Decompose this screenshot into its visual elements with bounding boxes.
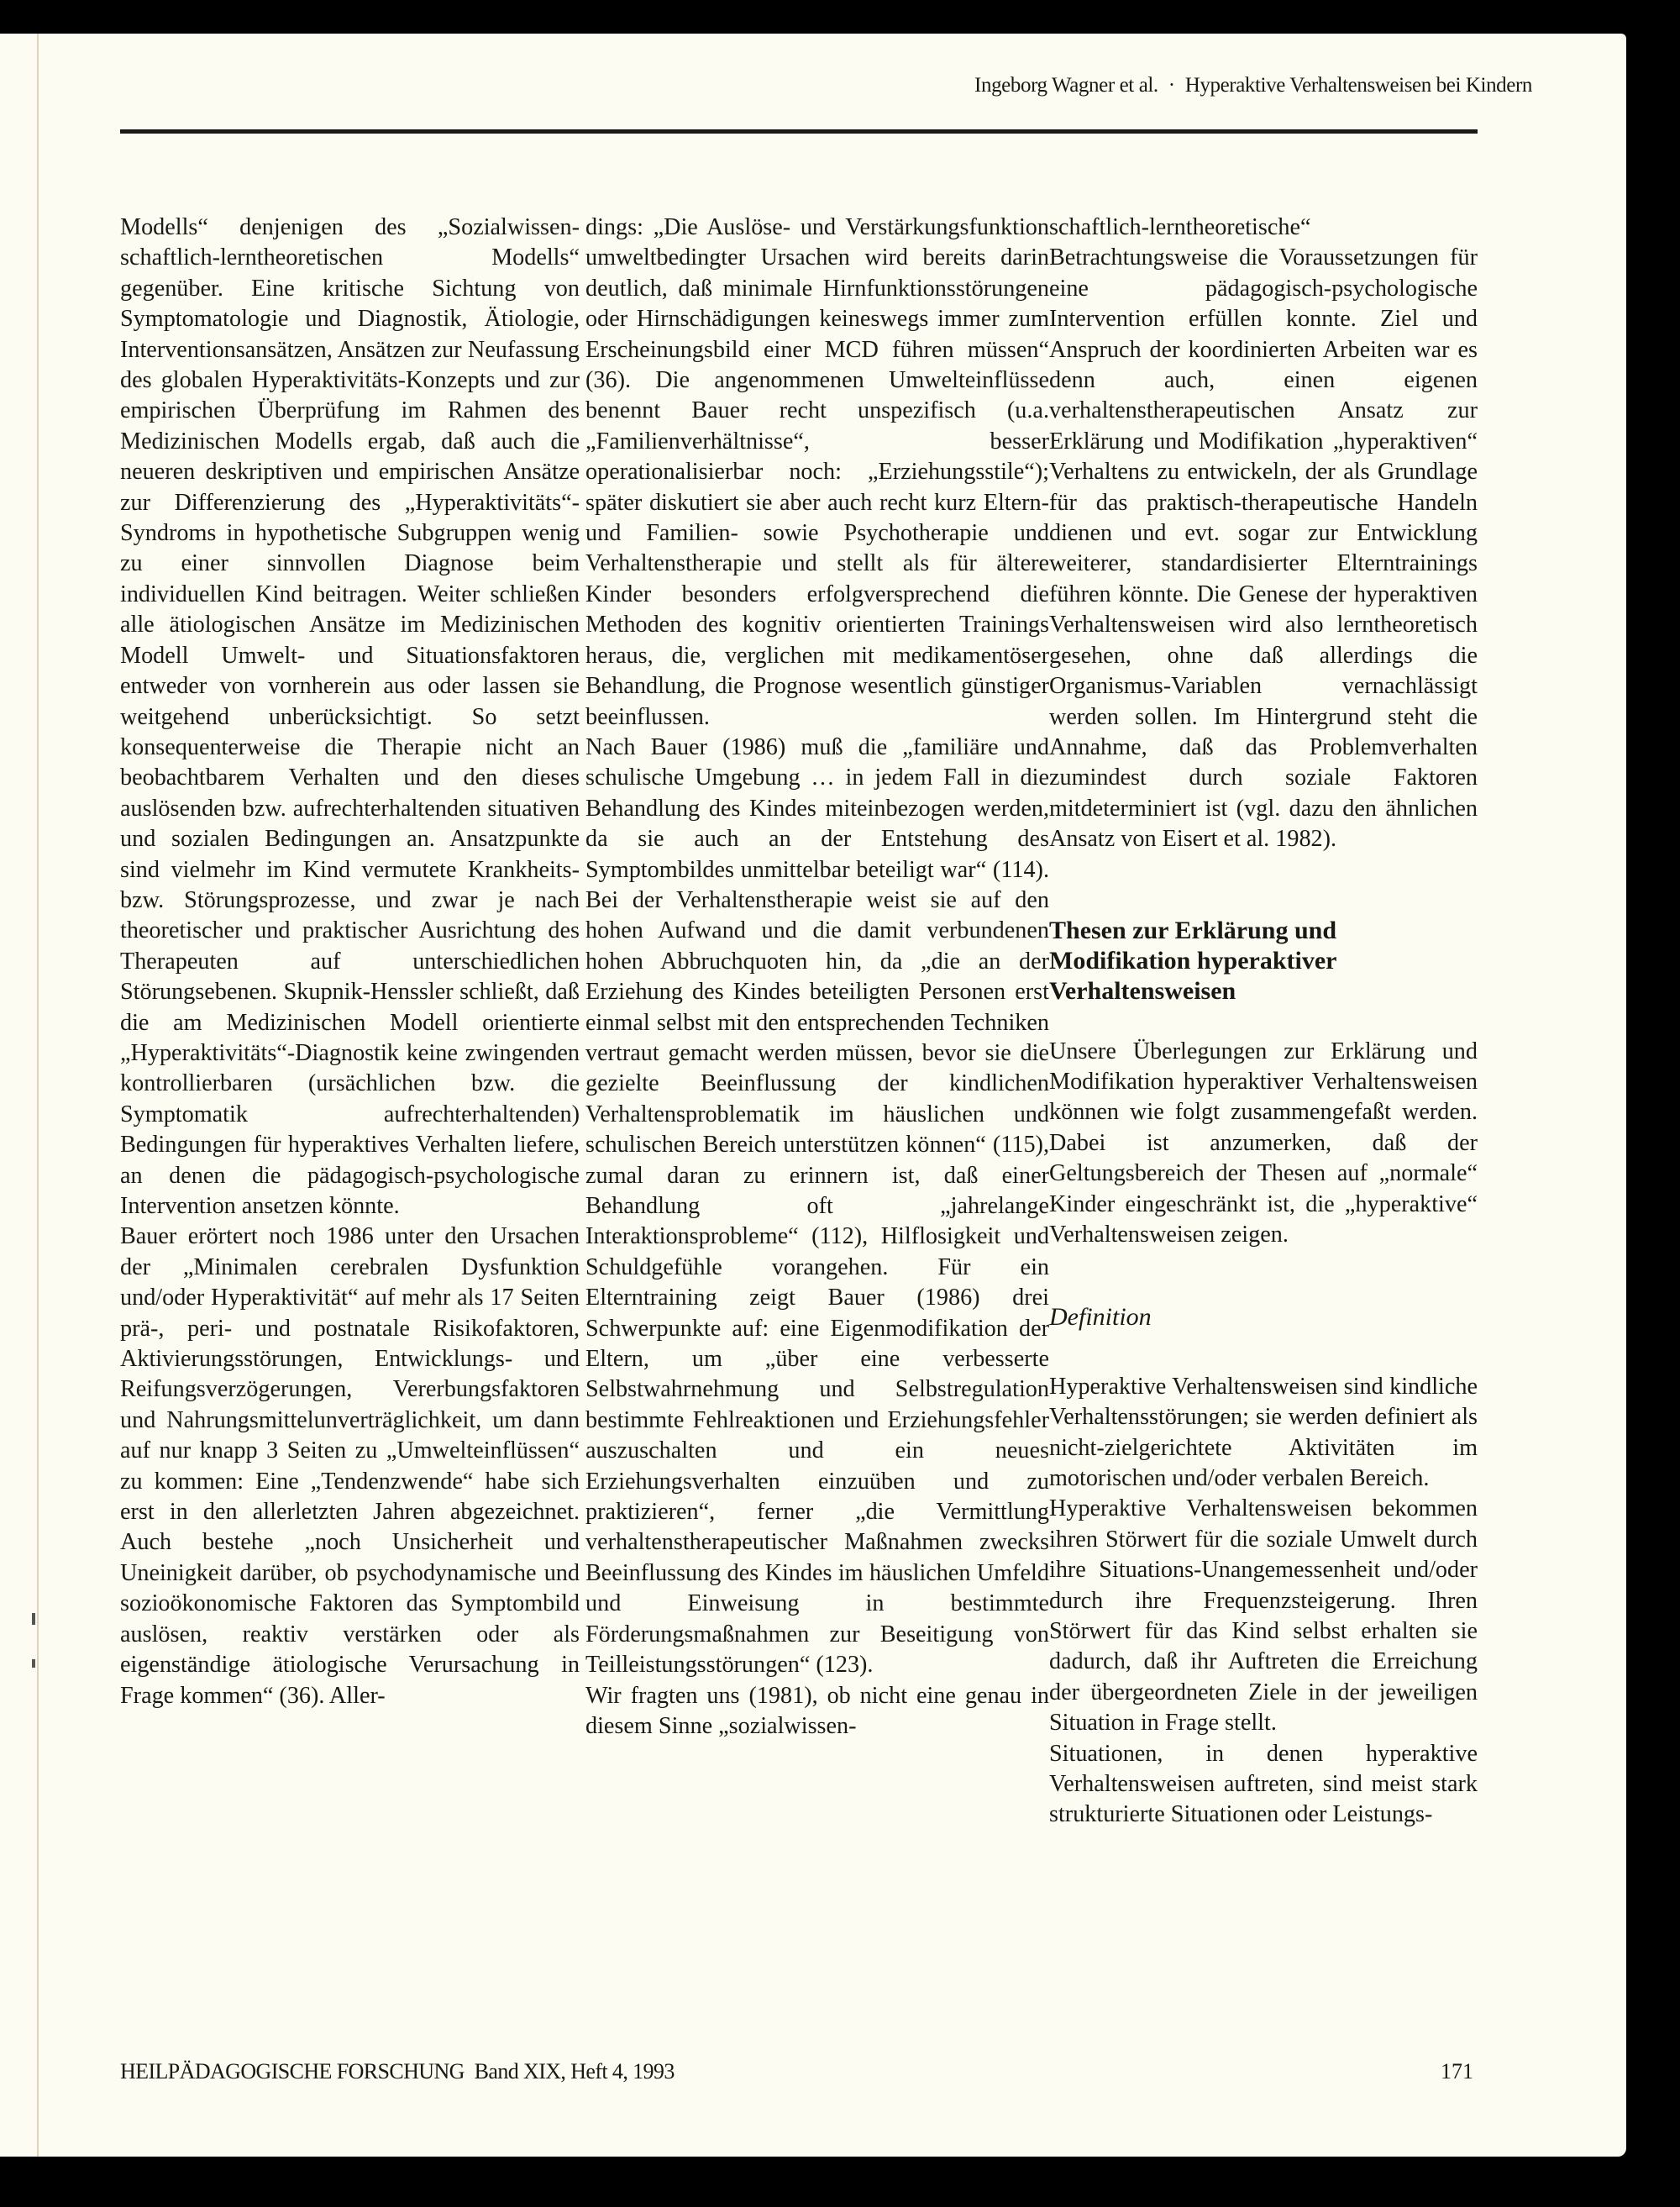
spacer [1049,1006,1478,1037]
column-1 [120,213,580,1711]
paragraph: Wir fragten uns (1981), ob nicht eine genau in diesem Sinne „sozialwissen- [585,1682,1049,1739]
footer-issue: Band XIX, Heft 4, 1993 [474,2059,675,2084]
header-separator: · [1168,74,1175,97]
header-title: Hyperaktive Verhaltensweisen bei Kindern [1184,74,1532,97]
paragraph: Bauer erörtert noch 1986 unter den Ursachen der „Minimalen cerebralen Dysfunktion und/oder Hyperaktivität“ auf mehr als 17 Seiten prä-, peri- und postnatale Risikofaktoren, Aktivierungsstörungen, Entwicklungs- und Reifungsverzögerungen, Vererbungsfaktoren und Nahrungsmittelunverträglichkeit, um dann auf nur knapp 3 Seiten zu „Umwelteinflüssen“ zu kommen: Eine „Tendenzwende“ habe sich erst in den allerletzten Jahren abgezeichnet. Auch bestehe „noch Unsicherheit und Uneinigkeit darüber, ob psychodynamische und sozioökonomische Faktoren das Symptombild auslösen, reaktiv verstärken oder als eigenständige ätiologische Verursachung in Frage kommen“ (36). Aller- [120,1223,580,1709]
paragraph: Hyperaktive Verhaltensweisen sind kindliche Verhaltensstörungen; sie werden definiert als nicht-zielgerichtete Aktivitäten im motorischen und/oder verbalen Bereich. [1049,1373,1478,1491]
spacer [1049,855,1478,916]
paragraph: dings: „Die Auslöse- und Verstärkungsfunktion umweltbedingter Ursachen wird bereits darin deutlich, daß minimale Hirnfunktionsstörungen oder Hirnschädigungen keineswegs immer zum Erscheinungsbild einer MCD führen müssen“ (36). Die angenommenen Umwelteinflüsse benennt Bauer recht unspezifisch (u.a. „Familienverhältnisse“, besser operationalisierbar noch: „Erziehungsstile“); später diskutiert sie aber auch recht kurz Eltern- und Familien- sowie Psychotherapie und Verhaltenstherapie und stellt als für ältere Kinder besonders erfolgversprechend die Methoden des kognitiv orientierten Trainings heraus, die, verglichen mit medikamentöser Behandlung, die Prognose wesentlich günstiger beeinflussen. [585,214,1049,730]
header-author: Ingeborg Wagner et al. [974,74,1158,97]
paragraph: Situationen, in denen hyperaktive Verhaltensweisen auftreten, sind meist stark strukturierte Situationen oder Leistungs- [1049,1740,1478,1828]
paragraph: schaftlich-lerntheoretische“ Betrachtungsweise die Voraussetzungen für eine pädagogisch-psychologische Intervention erfüllen konnte. Ziel und Anspruch der koordinierten Arbeiten war es denn auch, einen eigenen verhaltenstherapeutischen Ansatz zur Erklärung und Modifikation „hyperaktiven“ Verhaltens zu entwickeln, der als Grundlage für das praktisch-therapeutische Handeln dienen und evt. sogar zur Entwicklung weiterer, standardisierter Elterntrainings führen könnte. Die Genese der hyperaktiven Verhaltensweisen wird also lerntheoretisch gesehen, ohne daß allerdings die Organismus-Variablen vernachlässigt werden sollen. Im Hintergrund steht die Annahme, daß das Problemverhalten zumindest durch soziale Faktoren mitdeterminiert ist (vgl. dazu den ähnlichen Ansatz von Eisert et al. 1982). [1049,214,1478,853]
footer-journal: HEILPÄDAGOGISCHE FORSCHUNG [120,2059,465,2084]
header-rule [120,129,1478,134]
column-2 [585,213,1049,1742]
margin-mark [32,1613,35,1625]
paragraph: Nach Bauer (1986) muß die „familiäre und schulische Umgebung … in jedem Fall in die Behandlung des Kindes miteinbezogen werden, da sie auch an der Entstehung des Symptombildes unmittelbar beteiligt war“ (114). Bei der Verhaltenstherapie weist sie auf den hohen Aufwand und die damit verbundenen hohen Abbruchquoten hin, da „die an der Erziehung des Kindes beteiligten Personen erst einmal selbst mit den entsprechenden Techniken vertraut gemacht werden müssen, bevor sie die gezielte Beeinflussung der kindlichen Verhaltensproblematik im häuslichen und schulischen Bereich unterstützen können“ (115), zumal daran zu erinnern ist, daß einer Behandlung oft „jahrelange Interaktionsprobleme“ (112), Hilflosigkeit und Schuldgefühle vorangehen. Für ein Elterntraining zeigt Bauer (1986) drei Schwerpunkte auf: eine Eigenmodifikation der Eltern, um „über eine verbesserte Selbstwahrnehmung und Selbstregulation bestimmte Fehlreaktionen und Erziehungsfehler auszuschalten und ein neues Erziehungsverhalten einzuüben und zu praktizieren“, ferner „die Vermittlung verhaltenstherapeutischer Maßnahmen zwecks Beeinflussung des Kindes im häuslichen Umfeld und Einweisung in bestimmte Förderungsmaßnahmen zur Beseitigung von Teilleistungsstörungen“ (123). [585,733,1049,1679]
paragraph: Unsere Überlegungen zur Erklärung und Modifikation hyperaktiver Verhaltensweisen können wie folgt zusammengefaßt werden. Dabei ist anzumerken, daß der Geltungsbereich der Thesen auf „normale“ Kinder eingeschränkt ist, die „hyperaktive“ Verhaltensweisen zeigen. [1049,1038,1478,1248]
section-heading: Thesen zur Erklärung und Modifikation hyperaktiver Verhaltensweisen [1049,916,1337,1005]
paragraph: Hyperaktive Verhaltensweisen bekommen ihren Störwert für die soziale Umwelt durch ihre Situations-Unangemessenheit und/oder durch ihre Frequenzsteigerung. Ihren Störwert für das Kind selbst erhalten sie dadurch, daß ihr Auftreten die Erreichung der übergeordneten Ziele in der jeweiligen Situation in Frage stellt. [1049,1495,1478,1737]
spacer [1049,1250,1478,1302]
margin-mark [32,1659,35,1668]
footer-journal-info [120,2059,675,2084]
column-3 [1049,213,1478,1831]
running-head [974,74,1532,97]
subheading: Definition [1049,1303,1152,1332]
page-number: 171 [1441,2059,1473,2084]
paragraph: Modells“ denjenigen des „Sozialwissen-schaftlich-lerntheoretischen Modells“ gegenüber. Eine kritische Sichtung von Symptomatologie und Diagnostik, Ätiologie, Interventionsansätzen, Ansätzen zur Neufassung des globalen Hyperaktivitäts-Konzepts und zur empirischen Überprüfung im Rahmen des Medizinischen Modells ergab, daß auch die neueren deskriptiven und empirischen Ansätze zur Differenzierung des „Hyperaktivitäts“-Syndroms in hypothetische Subgruppen wenig zu einer sinnvollen Diagnose beim individuellen Kind beitragen. Weiter schließen alle ätiologischen Ansätze im Medizinischen Modell Umwelt- und Situationsfaktoren entweder von vornherein aus oder lassen sie weitgehend unberücksichtigt. So setzt konsequenterweise die Therapie nicht an beobachtbarem Verhalten und den dieses auslösenden bzw. aufrechterhaltenden situativen und sozialen Bedingungen an. Ansatzpunkte sind vielmehr im Kind vermutete Krankheits- bzw. Störungsprozesse, und zwar je nach theoretischer und praktischer Ausrichtung des Therapeuten auf unterschiedlichen Störungsebenen. Skupnik-Henssler schließt, daß die am Medizinischen Modell orientierte „Hyperaktivitäts“-Diagnostik keine zwingenden kontrollierbaren (ursächlichen bzw. die Symptomatik aufrechterhaltenden) Bedingungen für hyperaktives Verhalten liefere, an denen die pädagogisch-psychologische Intervention ansetzen könnte. [120,214,580,1219]
page-fold-line [37,34,39,2157]
spacer [1049,1333,1478,1372]
